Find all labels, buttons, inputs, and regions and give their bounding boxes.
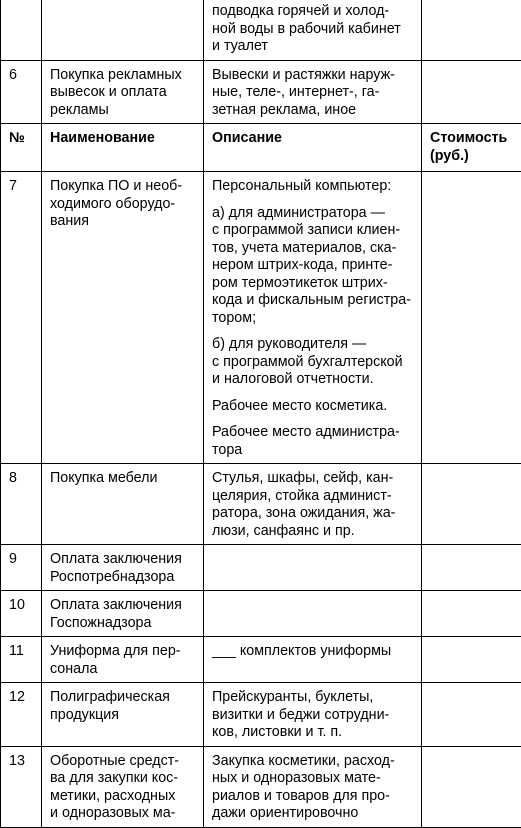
row-number: 10 [1,591,42,637]
header-name: Наименование [42,124,204,172]
description-paragraph: б) для руководителя — с программой бухгалтерской и налоговой отчетности. [212,336,413,389]
description-paragraph: подводка горячей и холод- ной воды в рабочий кабинет и туалет [212,3,413,56]
table-row [1,637,521,683]
header-number: № [1,124,42,172]
item-name: Покупка рекламных вывесок и оплата рекламы [42,60,204,124]
table-row [1,683,521,747]
table-row [1,545,521,591]
table-row [1,0,521,60]
description-paragraph: Закупка косметики, расход- ных и одноразовых мате- риалов и товаров для про- дажи ориентировочно [212,753,413,823]
description-paragraph: Рабочее место администра- тора [212,424,413,459]
row-number: 7 [1,172,42,464]
item-description [204,464,422,545]
header-description: Описание [204,124,422,172]
item-cost [422,591,521,637]
item-description [204,683,422,747]
item-description [204,545,422,591]
item-description [204,0,422,60]
item-cost [422,60,521,124]
item-name: Оплата заключения Роспотребнадзора [42,545,204,591]
item-cost [422,683,521,747]
item-description [204,746,422,827]
item-cost [422,0,521,60]
item-description [204,60,422,124]
row-number: 11 [1,637,42,683]
description-paragraph: Прейскуранты, буклеты, визитки и беджи сотрудни- ков, листовки и т. п. [212,689,413,742]
description-paragraph: Вывески и растяжки наруж- ные, теле-, интернет-, га- зетная реклама, иное [212,67,413,120]
row-number: 6 [1,60,42,124]
item-cost [422,637,521,683]
table-row [1,172,521,464]
table-row [1,464,521,545]
table-row [1,591,521,637]
item-cost [422,545,521,591]
item-name: Полиграфическая продукция [42,683,204,747]
item-name: Униформа для пер- сонала [42,637,204,683]
table-header-row [1,124,521,172]
row-number: 8 [1,464,42,545]
row-number: 13 [1,746,42,827]
description-paragraph: Стулья, шкафы, сейф, кан- целярия, стойка админист- ратора, зона ожидания, жа- люзи, санфаянс и пр. [212,470,413,540]
item-name: Покупка ПО и необ- ходимого оборудо- вания [42,172,204,464]
item-name: Покупка мебели [42,464,204,545]
item-cost [422,746,521,827]
header-cost: Стоимость (руб.) [422,124,521,172]
description-paragraph: а) для администратора — с программой записи клиен- тов, учета материалов, ска- нером штрих-кода, принте- ром термоэтикеток штрих- кода и фискальным регистра- тором; [212,205,413,328]
item-cost [422,172,521,464]
row-number: 9 [1,545,42,591]
description-paragraph: ___ комплектов униформы [212,643,413,661]
item-description [204,591,422,637]
table-row [1,60,521,124]
item-name: Оплата заключения Госпожнадзора [42,591,204,637]
description-paragraph: Персональный компьютер: [212,178,413,196]
item-name: Оборотные средст- ва для закупки кос- метики, расходных и одноразовых ма- [42,746,204,827]
item-description [204,637,422,683]
table-row [1,746,521,827]
item-cost [422,464,521,545]
item-name [42,0,204,60]
row-number: 12 [1,683,42,747]
description-paragraph: Рабочее место косметика. [212,398,413,416]
item-description [204,172,422,464]
row-number [1,0,42,60]
